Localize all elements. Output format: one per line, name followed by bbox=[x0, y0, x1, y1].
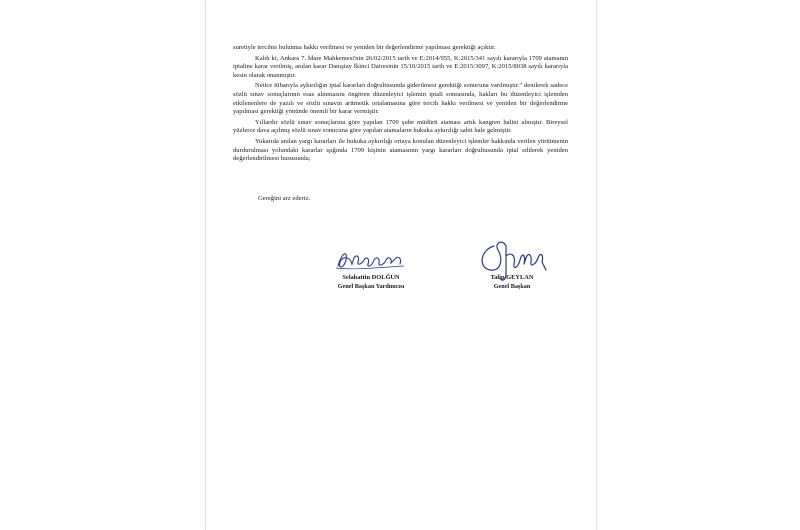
signatory-right-name: Talip GEYLAN bbox=[490, 274, 534, 281]
document-page bbox=[205, 0, 597, 530]
signatory-left-title: Genel Başkan Yardımcısı bbox=[337, 283, 405, 290]
paragraph-1: suretiyle tercihte bulunma hakkı verilmesi ve yeniden bir değerlendirme yapılması gerektiği açıktır. bbox=[233, 44, 496, 51]
signature-left-image bbox=[334, 246, 406, 274]
paragraph-2: Kaldı ki, Ankara 7. İdare Mahkemesi'nin 26/02/2015 tarih ve E:2014/955, K:2015/341 sayılı kararıyla 1709 atamanın iptaline karar verilmiş, anılan karar Danıştay İkinci Dairesinin 15/10/2015 tarih ve E:2015/3097, K:2015/8038 sayılı kararıyla kesin olarak onanmıştır. bbox=[233, 54, 568, 79]
signatory-left-name: Selahattin DOLĞUN bbox=[342, 274, 400, 281]
paragraph-4: Yıllardır sözlü sınav sonuçlarına göre yapılan 1709 şube müdürü ataması artık kangren halini almıştır. Bireysel yüzlerce dava açılmış sözlü sınav sonucuna göre yapılan atamaların hukuka aykırılığı sabit hale gelmiştir. bbox=[233, 118, 568, 135]
paragraph-3: Netice itibarıyla aykırılığın iptal kararları doğrultusunda giderilmesi gerektiği sonucuna varılmıştır." denilerek sadece sözlü sınav sonuçlarının esas alınmasını öngören düzenleyici işlemin iptali sonrasında, hakları bu düzenleyici işlemden etkilenenlere de yazılı ve sözlü sınavın aritmetik ortalamasına göre tercih hakkı verilmesi ve yeniden bir değerlendirme yapılması gerektiği yönünde önemli bir karar vermiştir. bbox=[233, 82, 568, 116]
paragraph-5: Yukarıda anılan yargı kararları ile hukuka aykırılığı ortaya konulan düzenleyici işlemler hakkında verilen yürütmenin durdurulması yolundaki kararlar ışığında 1709 kişinin atamasının yargı kararları doğrultusunda iptal edilerek yeniden değerlendirilmesi hususunda; bbox=[233, 137, 568, 163]
signatory-right-title: Genel Başkan bbox=[493, 283, 531, 290]
closing-line: Gereğini arz ederiz. bbox=[258, 195, 311, 202]
document-body bbox=[233, 44, 568, 166]
